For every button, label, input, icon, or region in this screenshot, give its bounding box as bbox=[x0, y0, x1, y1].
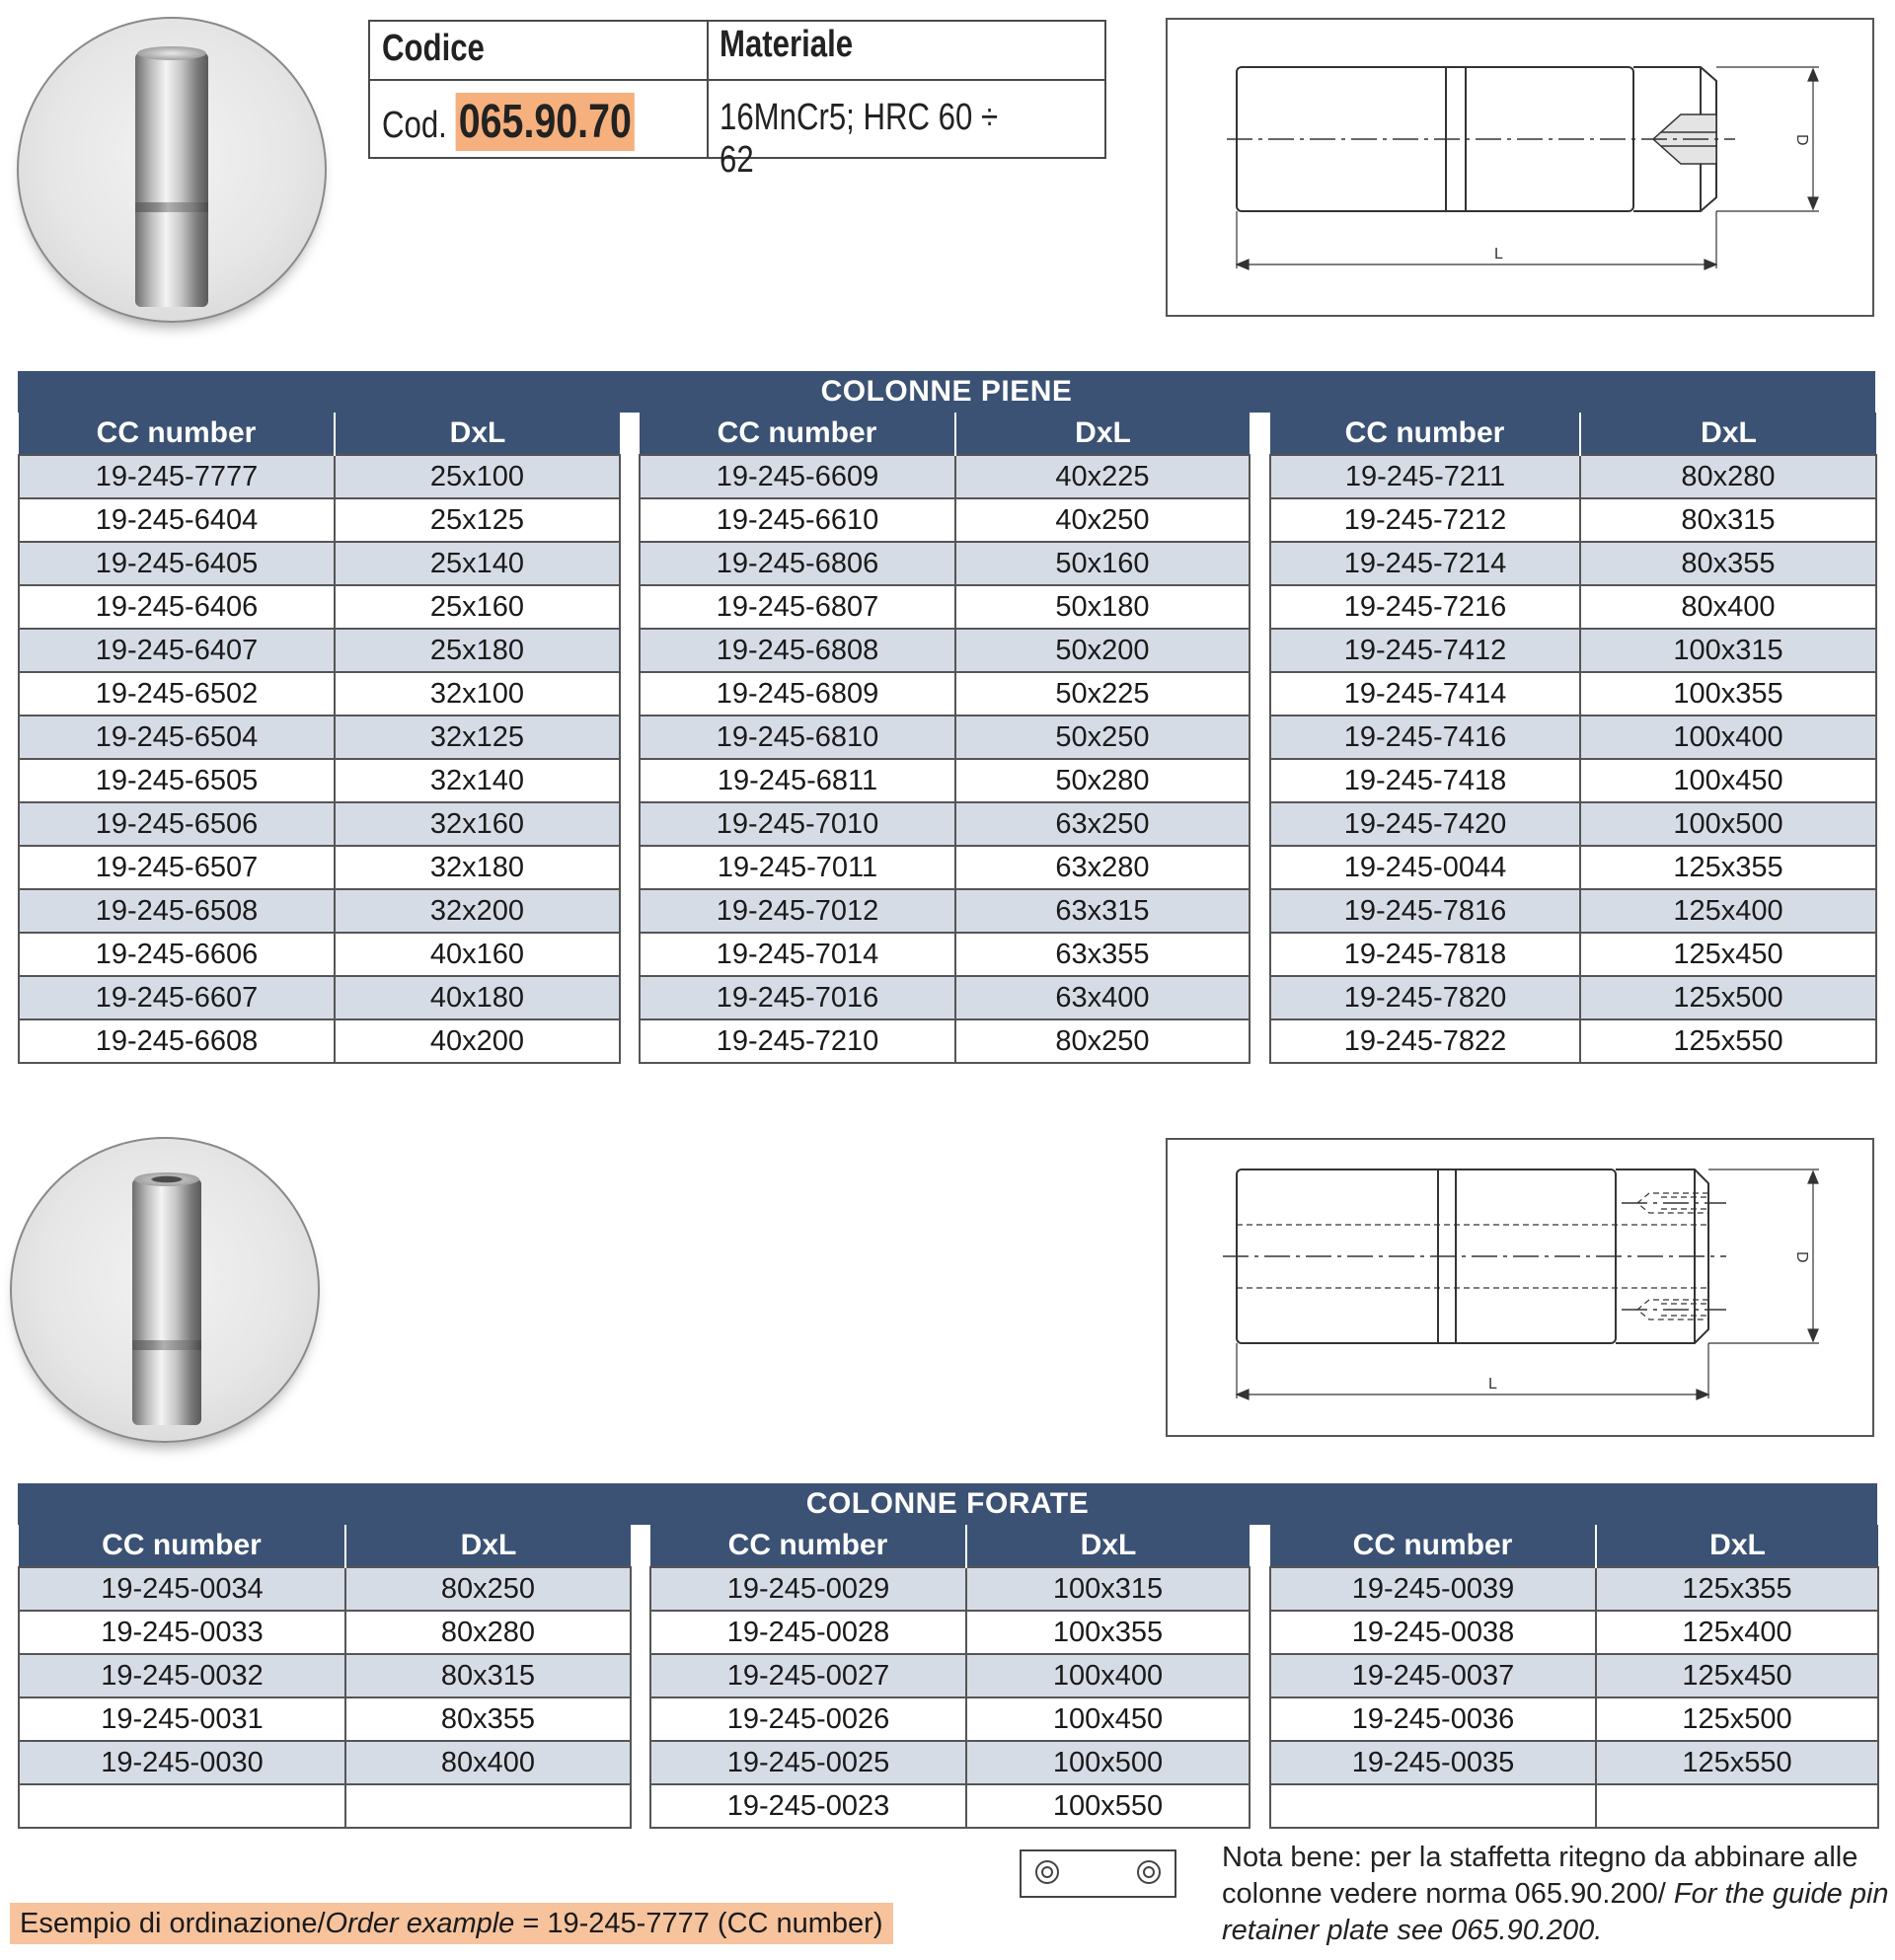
cc-number-cell: 19-245-0026 bbox=[650, 1697, 966, 1741]
cc-number-cell: 19-245-6504 bbox=[19, 716, 335, 759]
cc-number-cell: 19-245-7420 bbox=[1270, 802, 1580, 846]
note-text-english: For the guide pin retainer plate see 065.90.200. bbox=[1222, 1878, 1889, 1946]
dxl-cell: 40x225 bbox=[955, 455, 1250, 498]
table-row bbox=[19, 933, 620, 976]
table-row bbox=[640, 1019, 1250, 1063]
code-prefix: Cod. bbox=[382, 105, 447, 146]
dxl-cell: 32x200 bbox=[335, 889, 620, 933]
table-row bbox=[1270, 759, 1876, 802]
cc-number-cell bbox=[19, 1784, 345, 1828]
cc-number-cell: 19-245-0029 bbox=[650, 1567, 966, 1611]
table-row bbox=[640, 455, 1250, 498]
dimension-label-l: L bbox=[1494, 246, 1503, 263]
cc-number-cell: 19-245-0044 bbox=[1270, 846, 1580, 889]
column-header-cc-number: CC number bbox=[650, 1525, 966, 1567]
cc-number-cell: 19-245-7012 bbox=[640, 889, 955, 933]
table-row bbox=[1270, 1019, 1876, 1063]
dxl-cell: 63x250 bbox=[955, 802, 1250, 846]
cc-number-cell: 19-245-6506 bbox=[19, 802, 335, 846]
material-header: Materiale bbox=[720, 24, 854, 65]
dxl-cell: 125x450 bbox=[1580, 933, 1876, 976]
dxl-cell: 80x355 bbox=[345, 1697, 631, 1741]
dxl-cell: 80x250 bbox=[955, 1019, 1250, 1063]
table-piene-group-1 bbox=[18, 413, 621, 1064]
drilled-pin-image bbox=[132, 1178, 201, 1425]
dxl-cell: 25x140 bbox=[335, 542, 620, 585]
cc-number-cell: 19-245-7214 bbox=[1270, 542, 1580, 585]
dxl-cell: 63x280 bbox=[955, 846, 1250, 889]
dxl-cell: 40x200 bbox=[335, 1019, 620, 1063]
cc-number-cell: 19-245-6507 bbox=[19, 846, 335, 889]
table-row bbox=[1270, 933, 1876, 976]
cc-number-cell: 19-245-6610 bbox=[640, 498, 955, 542]
cc-number-cell: 19-245-7210 bbox=[640, 1019, 955, 1063]
dxl-cell: 40x160 bbox=[335, 933, 620, 976]
dimension-label-d: D bbox=[1793, 1251, 1810, 1263]
dxl-cell: 80x315 bbox=[345, 1654, 631, 1697]
dimension-label-l: L bbox=[1488, 1376, 1497, 1393]
dxl-cell: 50x180 bbox=[955, 585, 1250, 629]
table-forate-group-3 bbox=[1269, 1525, 1879, 1829]
column-header-cc-number: CC number bbox=[19, 413, 335, 455]
cc-number-cell: 19-245-6407 bbox=[19, 629, 335, 672]
dxl-cell: 100x500 bbox=[1580, 802, 1876, 846]
cc-number-cell: 19-245-7010 bbox=[640, 802, 955, 846]
table-row bbox=[19, 1654, 631, 1697]
dxl-cell: 63x400 bbox=[955, 976, 1250, 1019]
order-example-value: = 19-245-7777 (CC number) bbox=[514, 1907, 883, 1939]
table-row bbox=[19, 846, 620, 889]
dxl-cell: 80x280 bbox=[1580, 455, 1876, 498]
dxl-cell: 50x280 bbox=[955, 759, 1250, 802]
table-row bbox=[650, 1654, 1250, 1697]
table-row bbox=[650, 1697, 1250, 1741]
cc-number-cell: 19-245-6806 bbox=[640, 542, 955, 585]
dxl-cell: 100x315 bbox=[966, 1567, 1250, 1611]
table-row bbox=[640, 846, 1250, 889]
code-material-box bbox=[368, 20, 1106, 181]
cc-number-cell: 19-245-6406 bbox=[19, 585, 335, 629]
dxl-cell: 100x450 bbox=[1580, 759, 1876, 802]
dxl-cell: 100x400 bbox=[1580, 716, 1876, 759]
column-header-cc-number: CC number bbox=[1270, 1525, 1596, 1567]
cc-number-cell: 19-245-7016 bbox=[640, 976, 955, 1019]
table-title-colonne-forate: COLONNE FORATE bbox=[18, 1483, 1877, 1525]
table-row bbox=[1270, 672, 1876, 716]
dxl-cell: 125x400 bbox=[1596, 1611, 1878, 1654]
table-forate-group-2 bbox=[649, 1525, 1251, 1829]
cc-number-cell: 19-245-6809 bbox=[640, 672, 955, 716]
table-row bbox=[640, 889, 1250, 933]
cc-number-cell: 19-245-7212 bbox=[1270, 498, 1580, 542]
table-row bbox=[1270, 585, 1876, 629]
dxl-cell: 32x100 bbox=[335, 672, 620, 716]
table-row bbox=[1270, 629, 1876, 672]
material-value: 16MnCr5; HRC 60 ÷ 62 bbox=[720, 97, 999, 181]
cc-number-cell: 19-245-0028 bbox=[650, 1611, 966, 1654]
table-row bbox=[1270, 1611, 1878, 1654]
table-row bbox=[640, 802, 1250, 846]
cc-number-cell bbox=[1270, 1784, 1596, 1828]
dxl-cell: 125x550 bbox=[1580, 1019, 1876, 1063]
dxl-cell: 100x550 bbox=[966, 1784, 1250, 1828]
dxl-cell: 80x355 bbox=[1580, 542, 1876, 585]
cc-number-cell: 19-245-0035 bbox=[1270, 1741, 1596, 1784]
table-row bbox=[1270, 889, 1876, 933]
table-row bbox=[19, 1611, 631, 1654]
column-header-cc-number: CC number bbox=[640, 413, 955, 455]
column-header-dxl: DxL bbox=[1580, 413, 1876, 455]
table-row bbox=[1270, 1567, 1878, 1611]
dxl-cell: 50x225 bbox=[955, 672, 1250, 716]
dxl-cell: 25x125 bbox=[335, 498, 620, 542]
table-row bbox=[640, 933, 1250, 976]
table-row bbox=[19, 802, 620, 846]
code-header: Codice bbox=[382, 28, 485, 69]
cc-number-cell: 19-245-7216 bbox=[1270, 585, 1580, 629]
dxl-cell: 125x355 bbox=[1596, 1567, 1878, 1611]
cc-number-cell: 19-245-7011 bbox=[640, 846, 955, 889]
dxl-cell: 100x400 bbox=[966, 1654, 1250, 1697]
product-photo-solid-pin bbox=[17, 17, 327, 323]
table-row bbox=[1270, 1654, 1878, 1697]
solid-pin-drawing-svg bbox=[1168, 20, 1872, 315]
dxl-cell: 80x400 bbox=[1580, 585, 1876, 629]
retainer-plate-icon bbox=[1020, 1849, 1176, 1898]
code-number: 065.90.70 bbox=[455, 93, 635, 151]
code-value bbox=[382, 93, 635, 151]
table-row bbox=[19, 585, 620, 629]
dxl-cell: 125x450 bbox=[1596, 1654, 1878, 1697]
cc-number-cell: 19-245-0034 bbox=[19, 1567, 345, 1611]
cc-number-cell: 19-245-0039 bbox=[1270, 1567, 1596, 1611]
dxl-cell: 125x550 bbox=[1596, 1741, 1878, 1784]
table-forate-group-1 bbox=[18, 1525, 632, 1829]
dxl-cell: 40x250 bbox=[955, 498, 1250, 542]
cc-number-cell: 19-245-6811 bbox=[640, 759, 955, 802]
cc-number-cell: 19-245-7412 bbox=[1270, 629, 1580, 672]
cc-number-cell: 19-245-0030 bbox=[19, 1741, 345, 1784]
dxl-cell: 63x315 bbox=[955, 889, 1250, 933]
product-photo-drilled-pin bbox=[10, 1137, 320, 1443]
table-row bbox=[19, 716, 620, 759]
dxl-cell bbox=[345, 1784, 631, 1828]
dxl-cell: 125x355 bbox=[1580, 846, 1876, 889]
order-example-lead: Esempio di ordinazione/ bbox=[20, 1907, 326, 1939]
dxl-cell: 50x250 bbox=[955, 716, 1250, 759]
table-row bbox=[1270, 1697, 1878, 1741]
table-row bbox=[1270, 498, 1876, 542]
table-row bbox=[640, 759, 1250, 802]
table-row bbox=[650, 1741, 1250, 1784]
table-row bbox=[19, 1784, 631, 1828]
table-row bbox=[1270, 846, 1876, 889]
table-row bbox=[19, 672, 620, 716]
dxl-cell: 32x180 bbox=[335, 846, 620, 889]
dxl-cell: 100x355 bbox=[1580, 672, 1876, 716]
table-row bbox=[1270, 976, 1876, 1019]
column-header-dxl: DxL bbox=[335, 413, 620, 455]
column-header-dxl: DxL bbox=[966, 1525, 1250, 1567]
dxl-cell: 50x200 bbox=[955, 629, 1250, 672]
cc-number-cell: 19-245-6609 bbox=[640, 455, 955, 498]
table-row bbox=[640, 498, 1250, 542]
cc-number-cell: 19-245-7818 bbox=[1270, 933, 1580, 976]
dxl-cell: 25x160 bbox=[335, 585, 620, 629]
table-row bbox=[19, 542, 620, 585]
dxl-cell bbox=[1596, 1784, 1878, 1828]
column-header-cc-number: CC number bbox=[19, 1525, 345, 1567]
table-piene-group-2 bbox=[639, 413, 1251, 1064]
cc-number-cell: 19-245-0027 bbox=[650, 1654, 966, 1697]
table-row bbox=[650, 1784, 1250, 1828]
dxl-cell: 100x450 bbox=[966, 1697, 1250, 1741]
cc-number-cell: 19-245-6807 bbox=[640, 585, 955, 629]
dxl-cell: 80x315 bbox=[1580, 498, 1876, 542]
cc-number-cell: 19-245-6606 bbox=[19, 933, 335, 976]
column-header-dxl: DxL bbox=[1596, 1525, 1878, 1567]
cc-number-cell: 19-245-6405 bbox=[19, 542, 335, 585]
dxl-cell: 50x160 bbox=[955, 542, 1250, 585]
cc-number-cell: 19-245-0025 bbox=[650, 1741, 966, 1784]
table-row bbox=[1270, 455, 1876, 498]
table-row bbox=[1270, 1741, 1878, 1784]
dxl-cell: 32x160 bbox=[335, 802, 620, 846]
column-header-dxl: DxL bbox=[345, 1525, 631, 1567]
table-row bbox=[1270, 802, 1876, 846]
dxl-cell: 125x500 bbox=[1580, 976, 1876, 1019]
table-row bbox=[640, 585, 1250, 629]
dxl-cell: 80x250 bbox=[345, 1567, 631, 1611]
table-row bbox=[640, 672, 1250, 716]
table-row bbox=[19, 976, 620, 1019]
dxl-cell: 125x500 bbox=[1596, 1697, 1878, 1741]
table-row bbox=[640, 976, 1250, 1019]
dxl-cell: 80x400 bbox=[345, 1741, 631, 1784]
cc-number-cell: 19-245-0033 bbox=[19, 1611, 345, 1654]
cc-number-cell: 19-245-7014 bbox=[640, 933, 955, 976]
dxl-cell: 100x500 bbox=[966, 1741, 1250, 1784]
table-row bbox=[650, 1611, 1250, 1654]
table-row bbox=[640, 629, 1250, 672]
cc-number-cell: 19-245-7418 bbox=[1270, 759, 1580, 802]
cc-number-cell: 19-245-7211 bbox=[1270, 455, 1580, 498]
cc-number-cell: 19-245-7416 bbox=[1270, 716, 1580, 759]
dxl-cell: 25x180 bbox=[335, 629, 620, 672]
solid-pin-image bbox=[135, 52, 208, 307]
table-row bbox=[19, 889, 620, 933]
cc-number-cell: 19-245-6608 bbox=[19, 1019, 335, 1063]
cc-number-cell: 19-245-6404 bbox=[19, 498, 335, 542]
dxl-cell: 25x100 bbox=[335, 455, 620, 498]
table-row bbox=[19, 1741, 631, 1784]
table-row bbox=[1270, 1784, 1878, 1828]
table-row bbox=[1270, 716, 1876, 759]
cc-number-cell: 19-245-6607 bbox=[19, 976, 335, 1019]
dxl-cell: 63x355 bbox=[955, 933, 1250, 976]
dxl-cell: 32x140 bbox=[335, 759, 620, 802]
note-text-italian: Nota bene: per la staffetta ritegno da abbinare alle colonne vedere norma 065.90.200/ bbox=[1222, 1842, 1858, 1910]
technical-drawing-solid bbox=[1166, 18, 1874, 317]
table-piene-group-3 bbox=[1269, 413, 1877, 1064]
table-row bbox=[640, 716, 1250, 759]
cc-number-cell: 19-245-0023 bbox=[650, 1784, 966, 1828]
order-example bbox=[10, 1903, 893, 1944]
table-row bbox=[19, 629, 620, 672]
table-row bbox=[19, 759, 620, 802]
technical-drawing-drilled bbox=[1166, 1138, 1874, 1437]
cc-number-cell: 19-245-7816 bbox=[1270, 889, 1580, 933]
cc-number-cell: 19-245-6810 bbox=[640, 716, 955, 759]
table-row bbox=[1270, 542, 1876, 585]
dxl-cell: 40x180 bbox=[335, 976, 620, 1019]
dxl-cell: 32x125 bbox=[335, 716, 620, 759]
table-row bbox=[19, 455, 620, 498]
column-header-dxl: DxL bbox=[955, 413, 1250, 455]
drilled-pin-drawing-svg bbox=[1168, 1140, 1872, 1435]
table-title-colonne-piene: COLONNE PIENE bbox=[18, 371, 1875, 413]
cc-number-cell: 19-245-7822 bbox=[1270, 1019, 1580, 1063]
cc-number-cell: 19-245-6508 bbox=[19, 889, 335, 933]
table-row bbox=[19, 1697, 631, 1741]
cc-number-cell: 19-245-0032 bbox=[19, 1654, 345, 1697]
column-header-cc-number: CC number bbox=[1270, 413, 1580, 455]
table-row bbox=[640, 542, 1250, 585]
dxl-cell: 125x400 bbox=[1580, 889, 1876, 933]
dxl-cell: 80x280 bbox=[345, 1611, 631, 1654]
dxl-cell: 100x315 bbox=[1580, 629, 1876, 672]
cc-number-cell: 19-245-7777 bbox=[19, 455, 335, 498]
table-row bbox=[650, 1567, 1250, 1611]
cc-number-cell: 19-245-6505 bbox=[19, 759, 335, 802]
dimension-label-d: D bbox=[1793, 134, 1810, 146]
cc-number-cell: 19-245-0031 bbox=[19, 1697, 345, 1741]
cc-number-cell: 19-245-0038 bbox=[1270, 1611, 1596, 1654]
table-row bbox=[19, 498, 620, 542]
order-example-lead-english: Order example bbox=[325, 1907, 515, 1939]
cc-number-cell: 19-245-6502 bbox=[19, 672, 335, 716]
note-text bbox=[1222, 1840, 1893, 1949]
dxl-cell: 100x355 bbox=[966, 1611, 1250, 1654]
cc-number-cell: 19-245-7414 bbox=[1270, 672, 1580, 716]
table-row bbox=[19, 1019, 620, 1063]
cc-number-cell: 19-245-6808 bbox=[640, 629, 955, 672]
cc-number-cell: 19-245-7820 bbox=[1270, 976, 1580, 1019]
cc-number-cell: 19-245-0037 bbox=[1270, 1654, 1596, 1697]
table-row bbox=[19, 1567, 631, 1611]
cc-number-cell: 19-245-0036 bbox=[1270, 1697, 1596, 1741]
